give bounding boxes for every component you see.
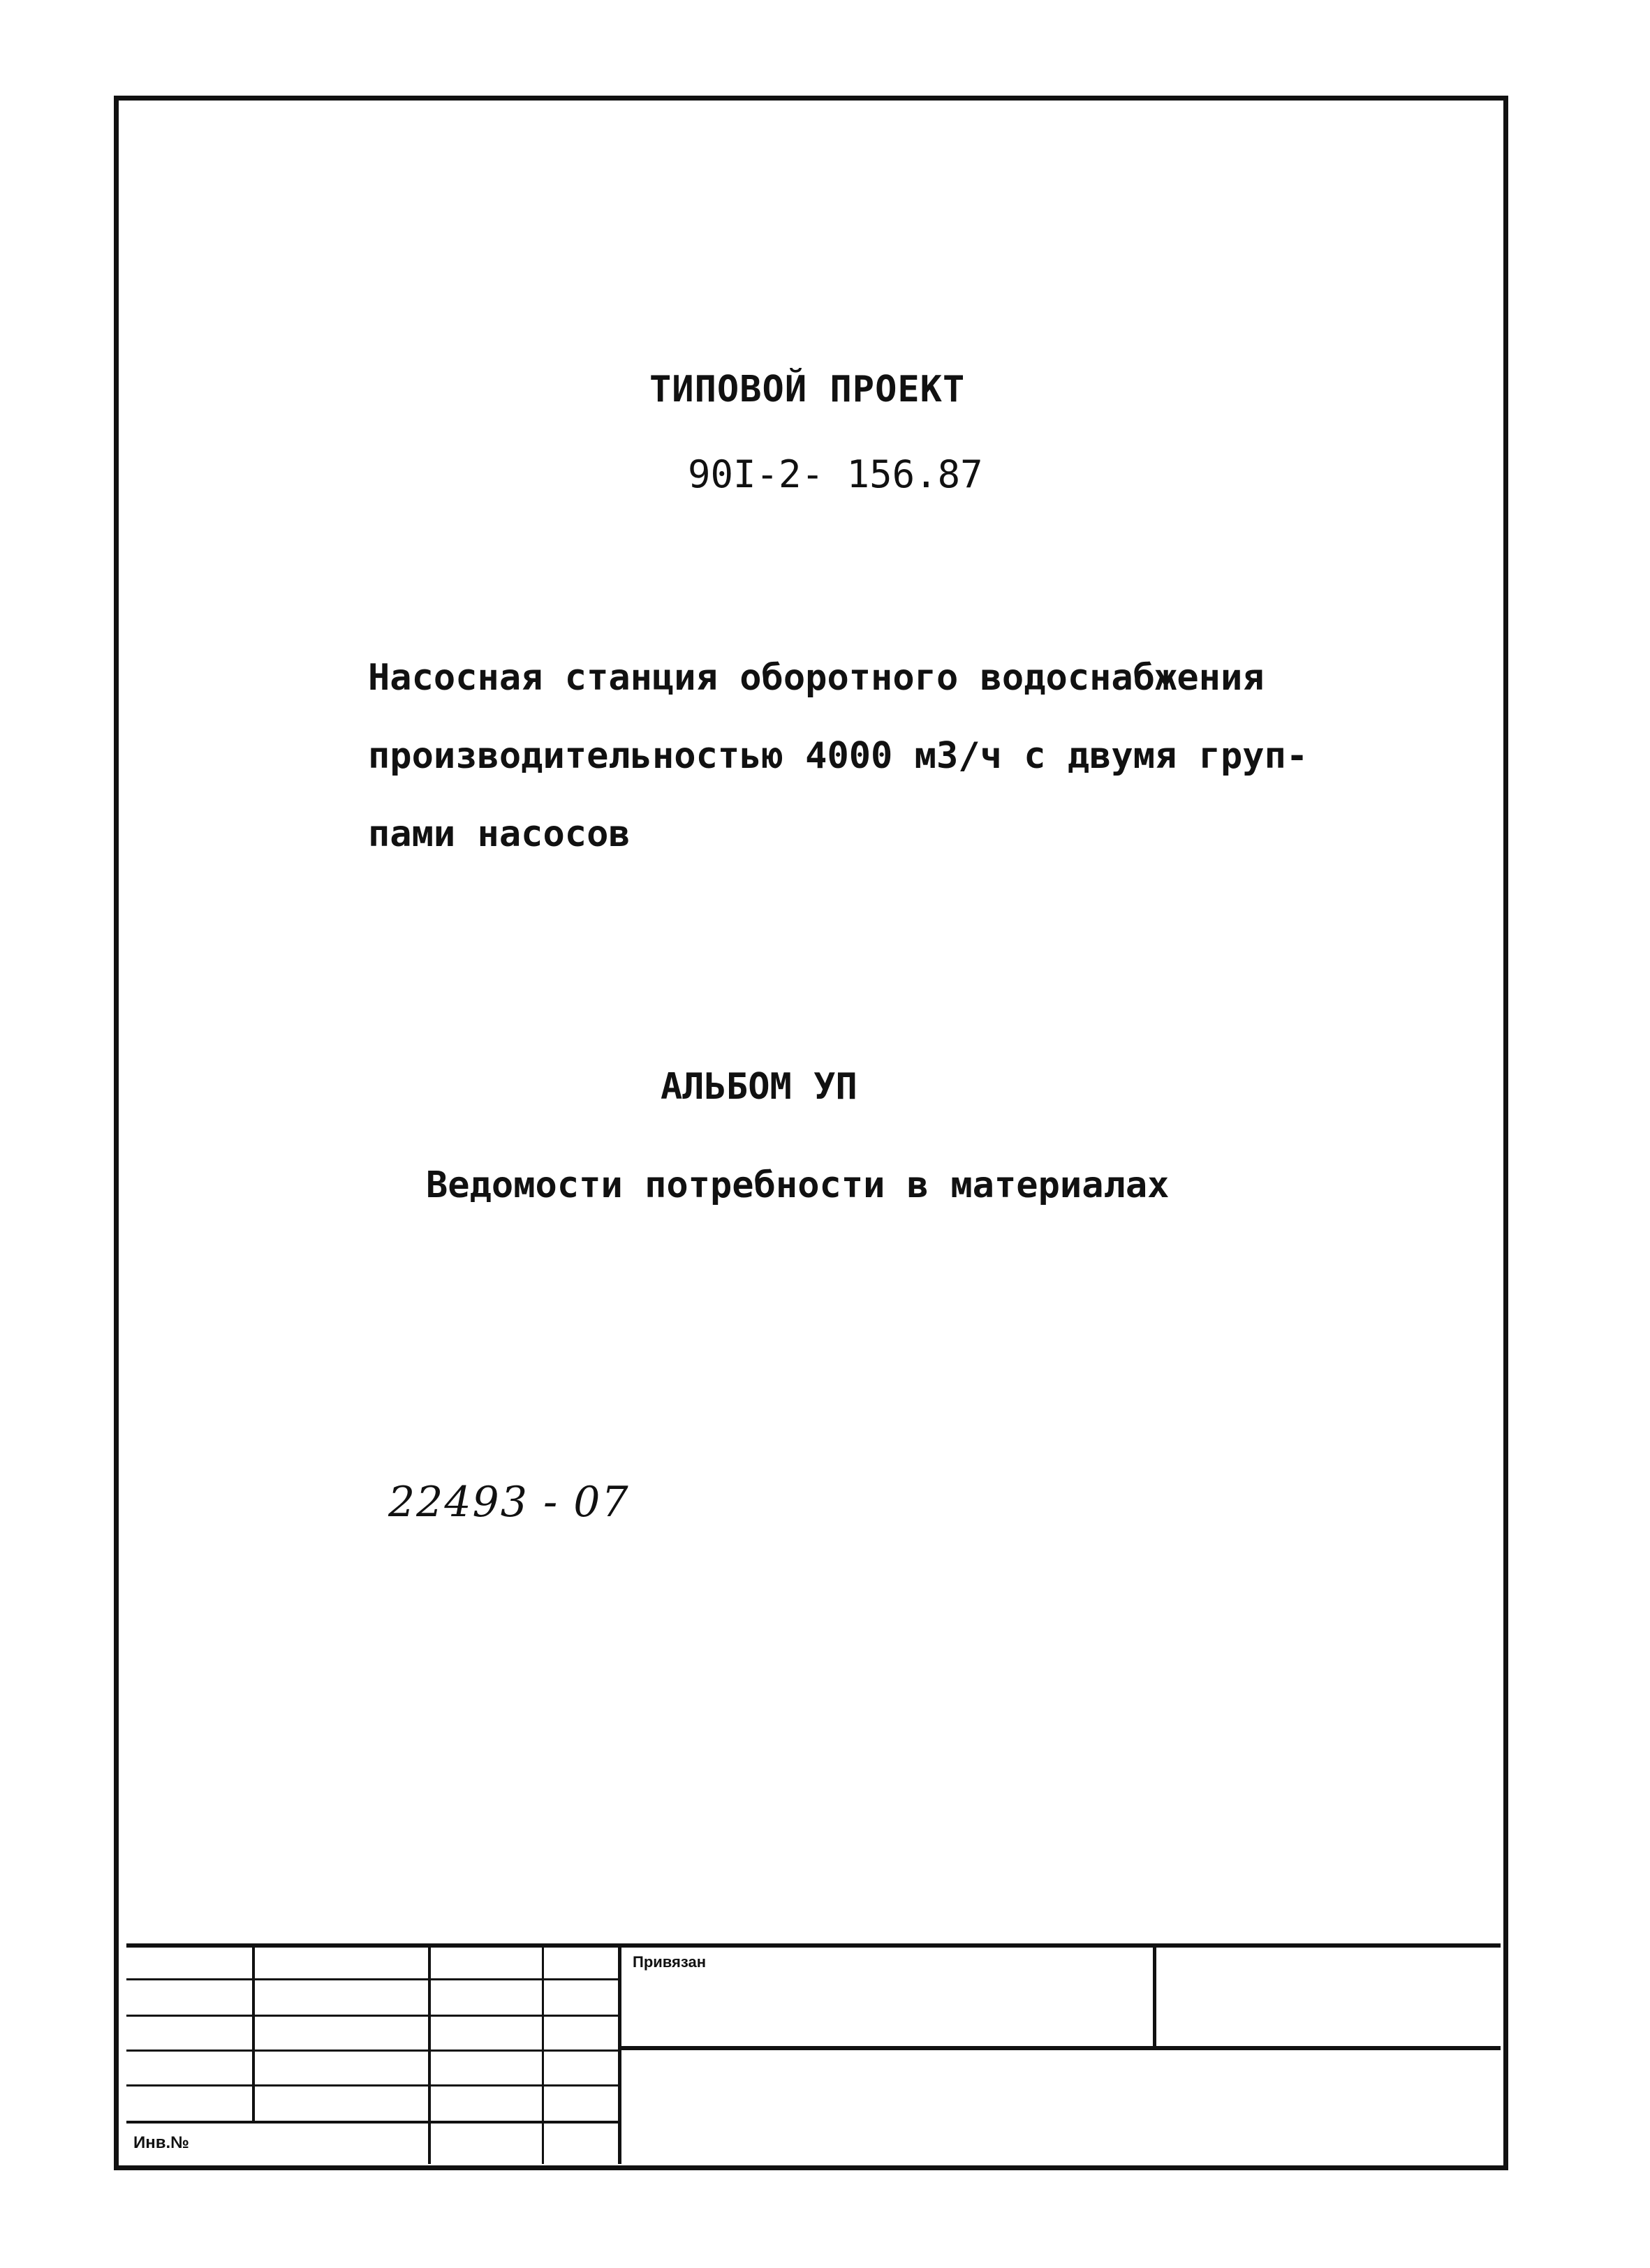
stamp-rule bbox=[542, 1943, 544, 2164]
stamp-rule bbox=[126, 2050, 619, 2052]
project-name-line: производительностью 4000 м3/ч с двумя груп- bbox=[368, 735, 1309, 777]
stamp-rule bbox=[126, 2121, 619, 2124]
stamp-rule bbox=[619, 2046, 1501, 2050]
inventory-number-label: Инв.№ bbox=[133, 2133, 189, 2152]
stamp-rule bbox=[252, 1943, 255, 2124]
stamp-rule bbox=[428, 1943, 431, 2164]
stamp-rule bbox=[618, 1943, 621, 2164]
project-name bbox=[368, 639, 1309, 873]
title-block-stamp bbox=[126, 1943, 1501, 2164]
project-name-line: пами насосов bbox=[368, 813, 631, 855]
stamp-rule bbox=[1153, 1943, 1156, 2048]
stamp-rule bbox=[126, 1978, 619, 1980]
album-title: Ведомости потребности в материалах bbox=[426, 1164, 1170, 1206]
stamp-rule bbox=[126, 2015, 619, 2017]
stamp-rule bbox=[126, 2084, 619, 2087]
project-number: 90I-2- 156.87 bbox=[688, 452, 983, 496]
document-series: ТИПОВОЙ ПРОЕКТ bbox=[649, 369, 966, 410]
handwritten-inventory-number: 22493 - 07 bbox=[388, 1478, 630, 1527]
privyazan-label: Привязан bbox=[633, 1953, 707, 1971]
album-label: АЛЬБОМ УП bbox=[661, 1066, 857, 1108]
project-name-line: Насосная станция оборотного водоснабжения bbox=[368, 657, 1265, 699]
stamp-rule bbox=[126, 1943, 1501, 1948]
